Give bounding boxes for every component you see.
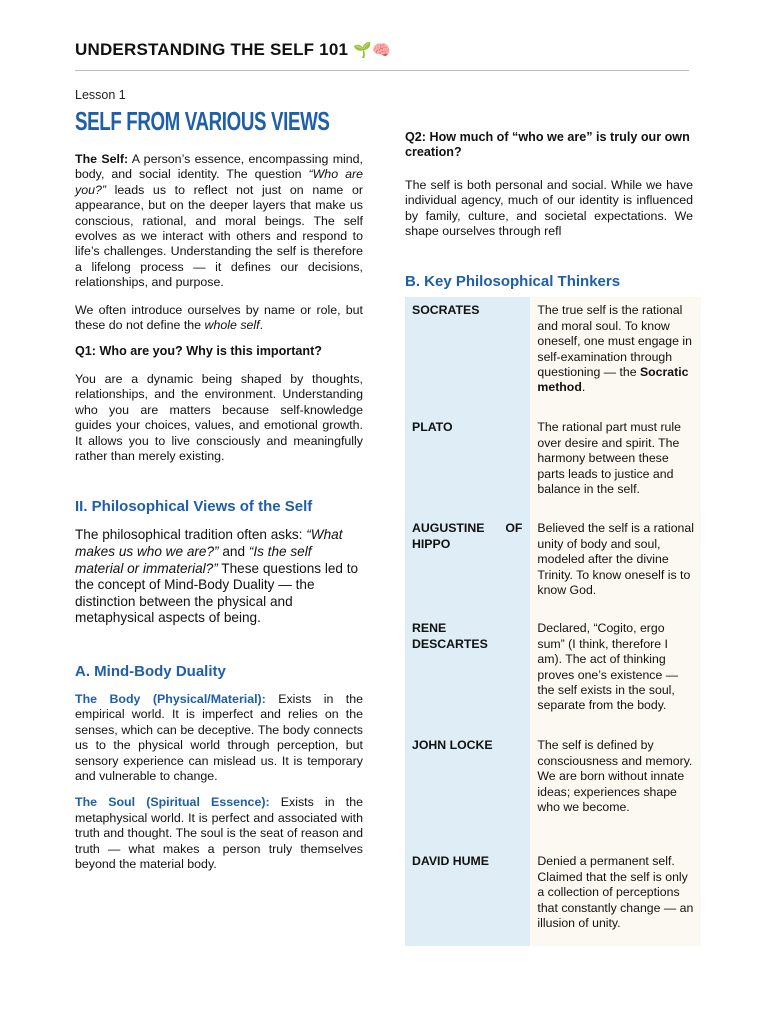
thinker-description: Denied a permanent self. Claimed that the self is only a collection of perceptions that constantly change — an illusion of unity. xyxy=(537,854,694,931)
section-2-text-c: These questions led to the concept of Mind-Body Duality — the distinction between the physical and metaphysical aspects of being. xyxy=(75,560,359,626)
thinker-description-cell xyxy=(530,414,701,515)
table-row xyxy=(405,414,701,515)
body-paragraph xyxy=(75,692,363,784)
self-def-text-a: A person’s essence, encompassing mind, body, and social identity. The question xyxy=(75,152,363,182)
role-text-b: . xyxy=(259,318,264,333)
role-paragraph xyxy=(75,303,363,334)
page-title: SELF FROM VARIOUS VIEWS xyxy=(75,106,330,136)
thinker-description: Declared, “Cogito, ergo sum” (I think, therefore I am). The act of thinking proves one’s existence — the self exists in the soul, separate from the body. xyxy=(537,621,679,713)
document-header xyxy=(75,40,391,60)
thinker-description-cell xyxy=(530,732,701,848)
thinker-name: DAVID HUME xyxy=(412,854,489,869)
thinker-description-bold: Socratic method xyxy=(537,365,689,395)
section-2-quote-2: “Is the self material or immaterial?” xyxy=(75,543,312,576)
section-a-heading: A. Mind-Body Duality xyxy=(75,662,226,680)
role-emphasis: whole self xyxy=(204,318,260,333)
thinker-name: AUGUSTINE OF HIPPO xyxy=(412,521,523,551)
answer-2-paragraph: The self is both personal and social. While we have individual agency, much of our identity is influenced by family, culture, and societal expectations. We shape ourselves through refl xyxy=(405,177,693,239)
question-2: Q2: How much of “who we are” is truly our own creation? xyxy=(405,130,690,160)
thinker-description: The self is defined by consciousness and memory. We are born without innate ideas; experiences shape who we become. xyxy=(537,738,693,815)
table-row xyxy=(405,297,701,414)
thinker-description: Believed the self is a rational unity of body and soul, modeled after the divine Trinity. To know oneself is to know God. xyxy=(537,521,694,598)
table-row xyxy=(405,732,701,848)
self-quote: “Who are you?” xyxy=(75,167,363,197)
section-2-text-a: The philosophical tradition often asks: xyxy=(75,527,307,543)
section-2-heading: II. Philosophical Views of the Self xyxy=(75,498,313,516)
soul-paragraph xyxy=(75,795,363,872)
thinker-description-end: . xyxy=(581,380,586,395)
soul-term: The Soul (Spiritual Essence): xyxy=(75,795,270,810)
role-text-a: We often introduce ourselves by name or role, but these do not define the xyxy=(75,302,363,333)
section-2-paragraph xyxy=(75,527,363,627)
lesson-label: Lesson 1 xyxy=(75,88,126,102)
thinker-name: PLATO xyxy=(412,420,453,435)
question-1: Q1: Who are you? Why is this important? xyxy=(75,344,322,359)
table-row xyxy=(405,848,701,946)
header-divider xyxy=(75,70,689,71)
soul-text: Exists in the metaphysical world. It is perfect and associated with truth and thought. The soul is the seat of reason and truth — what makes a person truly themselves beyond the material body. xyxy=(75,795,363,871)
left-column xyxy=(75,88,363,883)
thinker-description: The true self is the rational and moral soul. To know oneself, one must engage in self-examination through questioning — the xyxy=(537,303,692,380)
thinker-name-cell xyxy=(405,297,530,414)
body-text: Exists in the empirical world. It is imperfect and relies on the senses, which can be deceptive. The body connects us to the physical world through perception, but sensory experience can mislead us. It is temporary and vulnerable to change. xyxy=(75,691,363,783)
thinker-description-cell xyxy=(530,515,701,615)
self-term: The Self: xyxy=(75,152,129,166)
thinker-name-cell xyxy=(405,732,530,848)
thinkers-table xyxy=(405,297,701,946)
sprout-brain-emoji-icon: 🌱🧠 xyxy=(353,41,391,59)
thinker-description: The rational part must rule over desire and spirit. The harmony between these parts leads to justice and balance in the self. xyxy=(537,420,681,497)
thinker-name: RENE DESCARTES xyxy=(412,621,488,651)
answer-1-paragraph: You are a dynamic being shaped by thoughts, relationships, and the environment. Understanding who you are matters because self-knowledge guides your choices, values, and emotional growth. It allows you to live consciously and meaningfully rather than merely existing. xyxy=(75,371,363,463)
thinker-description-cell xyxy=(530,297,701,414)
thinker-name-cell xyxy=(405,414,530,515)
section-b-heading: B. Key Philosophical Thinkers xyxy=(405,273,621,291)
header-title: UNDERSTANDING THE SELF 101 xyxy=(75,40,349,59)
thinker-description-cell xyxy=(530,615,701,732)
self-def-text-b: leads us to reflect not just on name or appearance, but on the deeper layers that make us conscious, rational, and moral beings. The self evolves as we interact with others and respond to life’s challenges. Understanding the self is therefore a lifelong process — it defines our decisions, relationships, and purpose. xyxy=(75,182,363,290)
thinker-name-cell xyxy=(405,515,530,615)
section-2-text-b: and xyxy=(218,543,249,559)
table-row xyxy=(405,515,701,615)
thinker-name-cell xyxy=(405,848,530,946)
thinker-name: SOCRATES xyxy=(412,303,480,318)
thinker-name-cell xyxy=(405,615,530,732)
thinker-name: JOHN LOCKE xyxy=(412,738,493,753)
body-term: The Body (Physical/Material): xyxy=(75,691,266,706)
table-row xyxy=(405,615,701,732)
section-2-quote-1: “What makes us who we are?” xyxy=(75,527,343,559)
self-definition-paragraph xyxy=(75,152,363,291)
right-column xyxy=(405,130,693,946)
thinker-description-cell xyxy=(530,848,701,946)
